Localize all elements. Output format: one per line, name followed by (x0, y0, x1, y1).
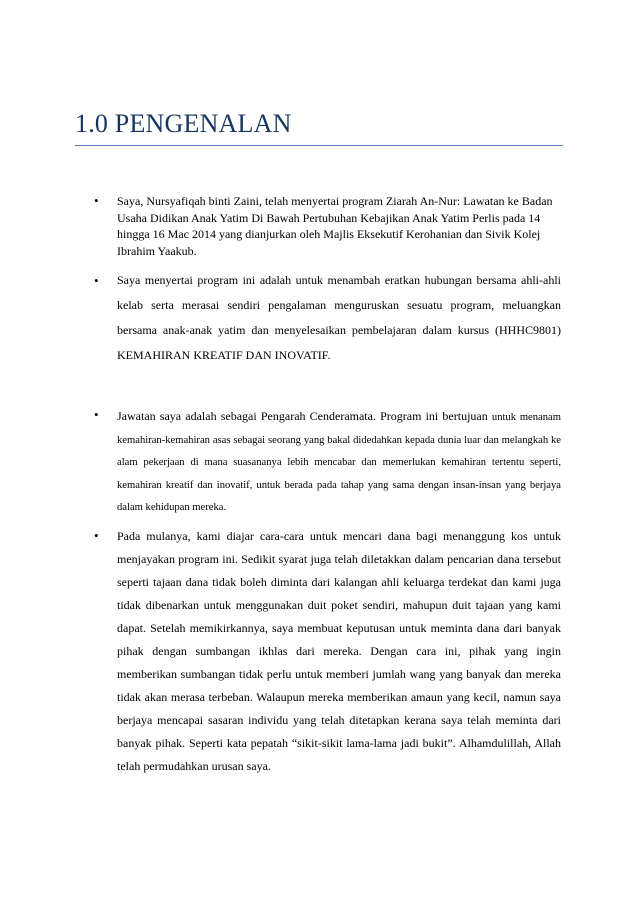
paragraph-2: Saya menyertai program ini adalah untuk menambah eratkan hubungan bersama ahli-ahli kelab serta merasai sendiri pengalaman menguruskan sesuatu program, meluangkan bersama anak-anak yatim dan menyelesaikan pembelajaran dalam kursus (HHHC9801) KEMAHIRAN KREATIF DAN INOVATIF. (117, 273, 561, 362)
bullet-1-icon: • (94, 193, 99, 208)
paragraph-1: Saya, Nursyafiqah binti Zaini, telah menyertai program Ziarah An-Nur: Lawatan ke Badan Usaha Didikan Anak Yatim Di Bawah Pertubuhan Kebajikan Anak Yatim Perlis pada 14 hingga 16 Mac 2014 yang dianjurkan oleh Majlis Eksekutif Kerohanian dan Sivik Kolej Ibrahim Yaakub. (117, 194, 553, 258)
paragraph-3 (117, 406, 561, 519)
paragraph-4: Pada mulanya, kami diajar cara-cara untuk mencari dana bagi menanggung kos untuk menjayakan program ini. Sedikit syarat juga telah diletakkan dalam pencarian dana tersebut seperti tajaan dana tidak boleh diminta dari kalangan ahli keluarga terdekat dan kami juga tidak dibenarkan untuk menggunakan duit poket sendiri, mahupun duit tajaan yang kami dapat. Setelah memikirkannya, saya membuat keputusan untuk meminta dana dari banyak pihak dengan sumbangan ikhlas dari mereka. Dengan cara ini, pihak yang ingin memberikan sumbangan tidak perlu untuk memberi jumlah wang yang banyak dan mereka tidak akan merasa terbeban. Walaupun mereka memberikan amaun yang kecil, namun saya berjaya mencapai sasaran individu yang telah ditetapkan kerana saya telah meminta dari banyak pihak. Seperti kata pepatah “sikit-sikit lama-lama jadi bukit”. Alhamdulillah, Allah telah permudahkan urusan saya. (117, 529, 561, 773)
paragraph-3-lead: Jawatan saya adalah sebagai Pengarah Cenderamata. Program ini bertujuan (117, 409, 488, 423)
bullet-3-icon: • (94, 407, 99, 422)
page-heading: 1.0 PENGENALAN (75, 109, 292, 138)
bullet-4-icon: • (94, 528, 99, 543)
heading-underline (75, 145, 563, 146)
paragraph-3-rest: untuk menanam kemahiran-kemahiran asas sebagai seorang yang bakal didedahkan kepada dunia luar dan melangkah ke alam pekerjaan di mana suasananya lebih mencabar dan memerlukan kemahiran tertentu seperti, kemahiran kreatif dan inovatif, untuk berada pada tahap yang sama dengan insan-insan yang berjaya dalam kehidupan mereka. (117, 412, 561, 514)
bullet-2-icon: • (94, 273, 99, 288)
